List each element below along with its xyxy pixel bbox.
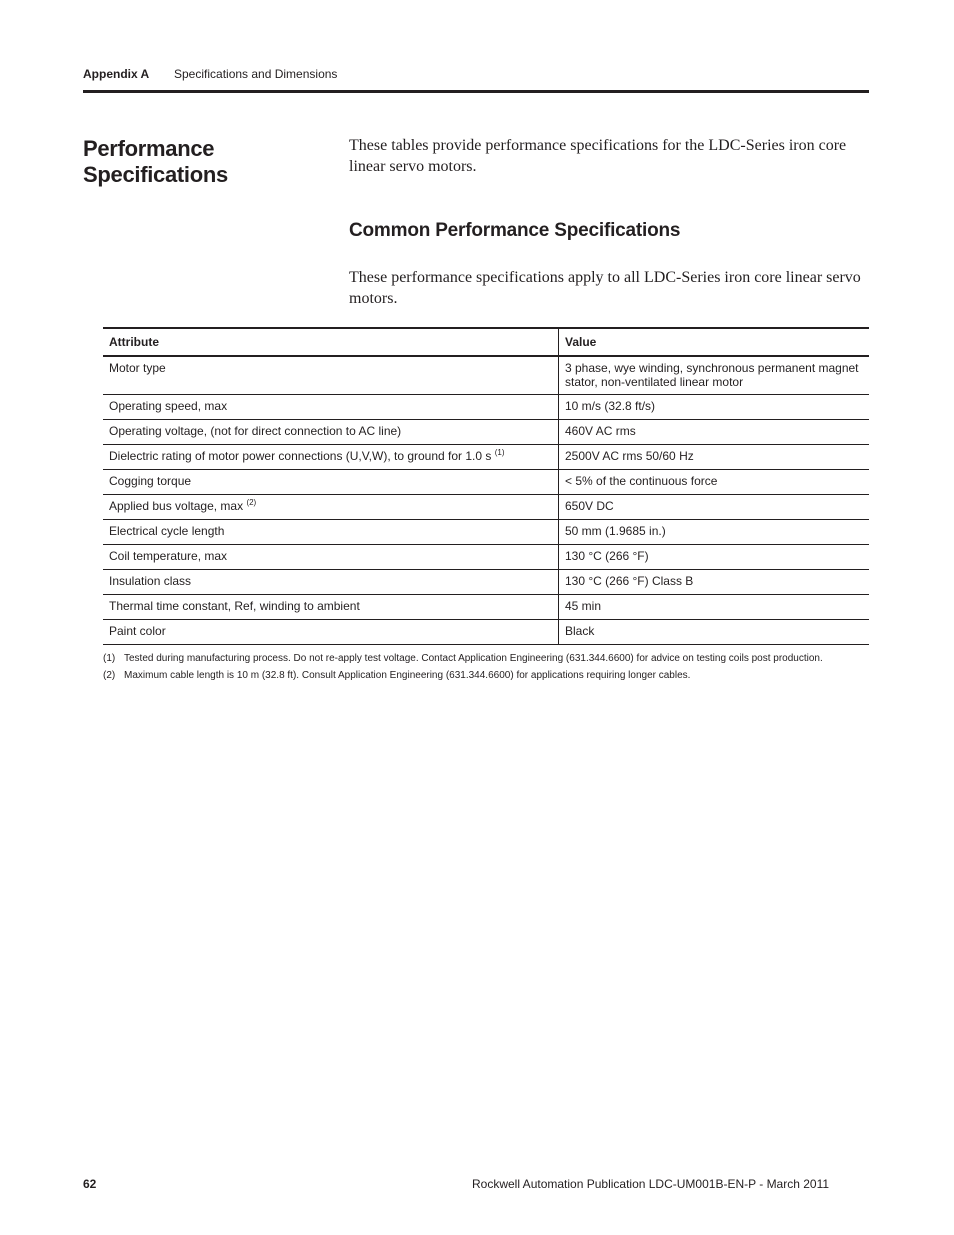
value-cell: < 5% of the continuous force <box>559 470 870 495</box>
table-row <box>103 395 869 420</box>
value-cell: 650V DC <box>559 495 870 520</box>
table-row <box>103 356 869 395</box>
attribute-text: Electrical cycle length <box>109 524 225 538</box>
attribute-text: Motor type <box>109 361 166 375</box>
common-specs-title: Common Performance Specifications <box>349 220 681 241</box>
table-row <box>103 595 869 620</box>
appendix-label: Appendix A <box>83 67 150 81</box>
attribute-text: Operating speed, max <box>109 399 228 413</box>
value-cell: 130 °C (266 °F) <box>559 545 870 570</box>
footnote-text: Maximum cable length is 10 m (32.8 ft). Consult Application Engineering (631.344.6600) for applications requiring longer cables. <box>124 670 691 681</box>
table-row <box>103 620 869 645</box>
attribute-column-header: Attribute <box>103 328 559 356</box>
attribute-cell <box>103 356 559 395</box>
footnote-ref: (2) <box>246 498 257 507</box>
attribute-text: Paint color <box>109 624 166 638</box>
attribute-cell <box>103 445 559 470</box>
footnote-2 <box>103 667 873 684</box>
attribute-text: Insulation class <box>109 574 192 588</box>
value-cell: Black <box>559 620 870 645</box>
performance-spec-table <box>103 327 869 645</box>
table-row <box>103 470 869 495</box>
attribute-cell <box>103 395 559 420</box>
footnote-1 <box>103 650 873 667</box>
footnote-number: (1) <box>103 653 116 664</box>
attribute-text: Coil temperature, max <box>109 549 228 563</box>
attribute-cell <box>103 545 559 570</box>
attribute-text: Applied bus voltage, max <box>109 499 244 513</box>
attribute-cell <box>103 595 559 620</box>
table-header-row <box>103 328 869 356</box>
attribute-text: Thermal time constant, Ref, winding to ambient <box>109 599 360 613</box>
publication-info: Rockwell Automation Publication LDC-UM001B-EN-P - March 2011 <box>472 1177 830 1191</box>
page-title: Performance Specifications <box>83 136 228 187</box>
value-cell: 2500V AC rms 50/60 Hz <box>559 445 870 470</box>
value-column-header: Value <box>559 328 870 356</box>
footnote-text: Tested during manufacturing process. Do not re-apply test voltage. Contact Application Engineering (631.344.6600) for advice on testing coils post production. <box>124 653 823 664</box>
footnotes <box>103 650 873 684</box>
value-cell: 50 mm (1.9685 in.) <box>559 520 870 545</box>
table-row <box>103 570 869 595</box>
attribute-cell <box>103 620 559 645</box>
attribute-text: Dielectric rating of motor power connections (U,V,W), to ground for 1.0 s <box>109 449 492 463</box>
footnote-ref: (1) <box>494 448 505 457</box>
table-row <box>103 495 869 520</box>
attribute-text: Operating voltage, (not for direct connection to AC line) <box>109 424 402 438</box>
value-cell: 460V AC rms <box>559 420 870 445</box>
attribute-text: Cogging torque <box>109 474 192 488</box>
attribute-cell <box>103 570 559 595</box>
intro-paragraph: These tables provide performance specifications for the LDC-Series iron core linear servo motors. <box>349 137 847 175</box>
value-cell: 3 phase, wye winding, synchronous permanent magnet stator, non-ventilated linear motor <box>559 356 870 395</box>
table-row <box>103 420 869 445</box>
value-cell: 45 min <box>559 595 870 620</box>
attribute-cell <box>103 495 559 520</box>
attribute-cell <box>103 470 559 495</box>
attribute-cell <box>103 520 559 545</box>
page-number: 62 <box>83 1177 97 1191</box>
page-header <box>83 66 869 93</box>
section-label: Specifications and Dimensions <box>174 67 338 81</box>
table-row <box>103 445 869 470</box>
table-row <box>103 545 869 570</box>
table-row <box>103 520 869 545</box>
value-cell: 130 °C (266 °F) Class B <box>559 570 870 595</box>
common-specs-intro: These performance specifications apply to all LDC-Series iron core linear servo motors. <box>349 269 861 307</box>
attribute-cell <box>103 420 559 445</box>
footnote-number: (2) <box>103 670 116 681</box>
value-cell: 10 m/s (32.8 ft/s) <box>559 395 870 420</box>
